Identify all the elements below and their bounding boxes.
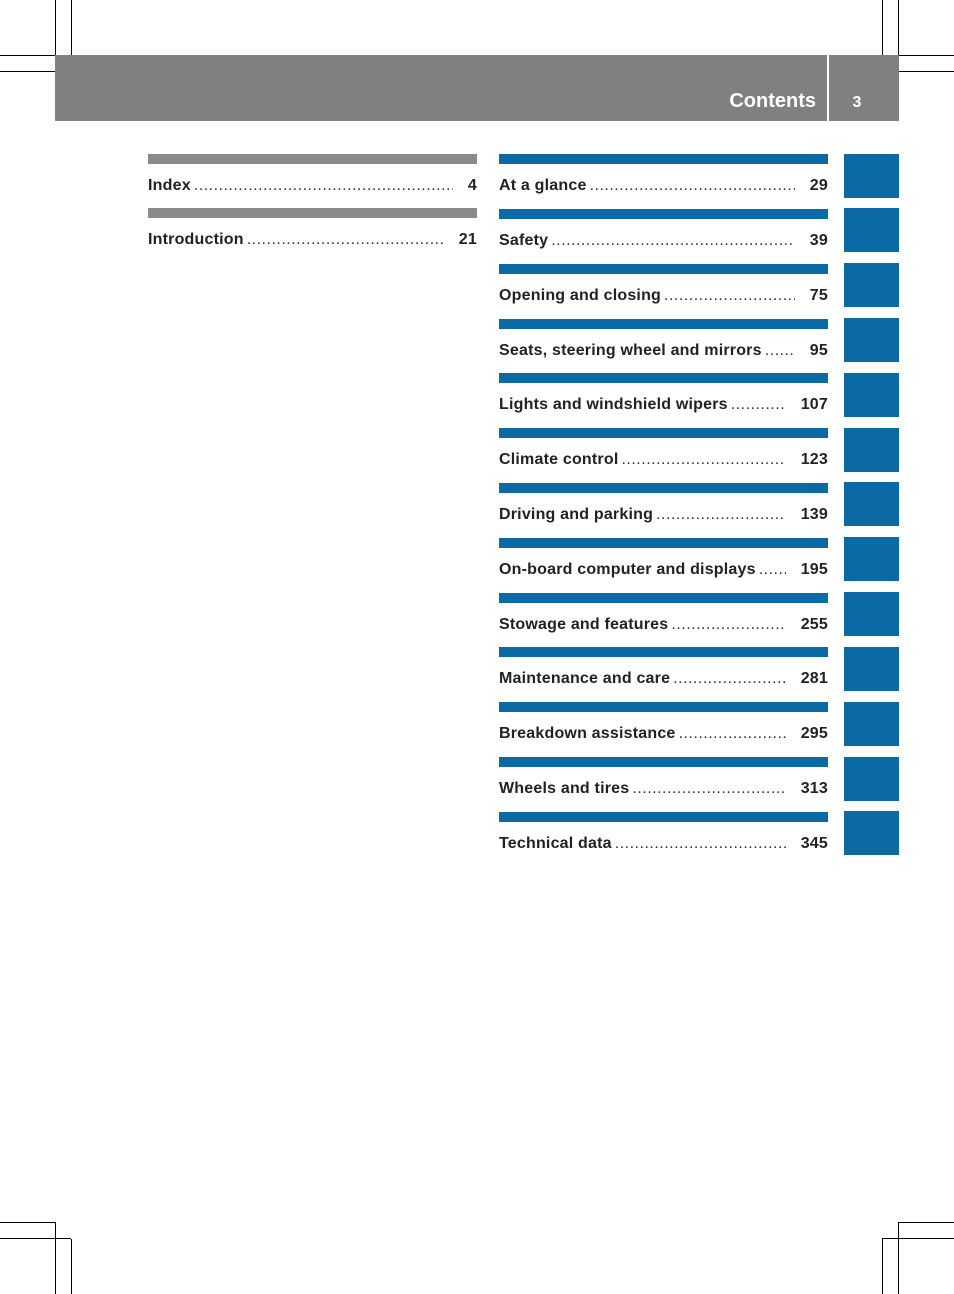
toc-page: 95 — [809, 342, 828, 359]
leader-dots — [615, 834, 786, 854]
toc-label: Opening and closing — [499, 287, 662, 304]
thumb-tab-wheels[interactable] — [844, 757, 899, 801]
thumb-tab-maintenance[interactable] — [844, 647, 899, 691]
crop-mark — [898, 0, 899, 55]
section-bar — [499, 538, 828, 548]
toc-label: Seats, steering wheel and mirrors — [499, 342, 762, 359]
section-bar — [499, 593, 828, 603]
toc-entry-safety[interactable] — [499, 209, 828, 253]
leader-dots — [632, 779, 785, 799]
toc-entry-lights-and-wipers[interactable] — [499, 373, 828, 417]
toc-page: 313 — [800, 780, 828, 797]
toc-page: 4 — [467, 177, 477, 194]
toc-label: On-board computer and displays — [499, 561, 756, 578]
toc-page: 29 — [809, 177, 828, 194]
toc-label: Technical data — [499, 835, 612, 852]
leader-dots — [731, 395, 786, 415]
section-bar — [499, 373, 828, 383]
crop-mark — [71, 1239, 72, 1294]
toc-page: 75 — [809, 287, 828, 304]
thumb-tab-driving[interactable] — [844, 482, 899, 526]
toc-page: 195 — [800, 561, 828, 578]
section-bar — [499, 209, 828, 219]
toc-entry-stowage-and-features[interactable] — [499, 593, 828, 637]
toc-entry-climate-control[interactable] — [499, 428, 828, 472]
section-bar — [499, 647, 828, 657]
leader-dots — [673, 669, 786, 689]
toc-page: 107 — [800, 396, 828, 413]
leader-dots — [194, 176, 453, 196]
toc-entry-introduction[interactable] — [148, 208, 477, 252]
toc-label: Lights and windshield wipers — [499, 396, 728, 413]
toc-label: Introduction — [148, 231, 244, 248]
crop-mark — [882, 0, 883, 55]
toc-entry-maintenance-and-care[interactable] — [499, 647, 828, 691]
toc-page: 345 — [800, 835, 828, 852]
toc-entry-index[interactable] — [148, 154, 477, 198]
toc-entry-breakdown-assistance[interactable] — [499, 702, 828, 746]
thumb-tab-seats[interactable] — [844, 318, 899, 362]
toc-label: Breakdown assistance — [499, 725, 676, 742]
toc-entry-technical-data[interactable] — [499, 812, 828, 856]
crop-mark — [55, 1222, 56, 1294]
toc-page: 295 — [800, 725, 828, 742]
section-bar — [499, 154, 828, 164]
crop-mark — [899, 55, 954, 56]
toc-page: 21 — [458, 231, 477, 248]
toc-entry-driving-and-parking[interactable] — [499, 483, 828, 527]
section-bar — [499, 483, 828, 493]
crop-mark — [898, 1222, 899, 1294]
crop-mark — [882, 1238, 954, 1239]
toc-label: At a glance — [499, 177, 587, 194]
toc-page: 139 — [800, 506, 828, 523]
section-bar — [499, 264, 828, 274]
section-bar — [499, 757, 828, 767]
toc-entry-on-board-computer[interactable] — [499, 538, 828, 582]
leader-dots — [671, 615, 785, 635]
toc-label: Maintenance and care — [499, 670, 671, 687]
thumb-tab-breakdown[interactable] — [844, 702, 899, 746]
crop-mark — [0, 1222, 55, 1223]
thumb-tab-climate[interactable] — [844, 428, 899, 472]
crop-mark — [0, 55, 55, 56]
toc-label: Climate control — [499, 451, 619, 468]
thumb-tab-technical-data[interactable] — [844, 811, 899, 855]
leader-dots — [656, 505, 786, 525]
toc-page: 255 — [800, 616, 828, 633]
crop-mark — [899, 71, 954, 72]
section-bar — [499, 319, 828, 329]
toc-entry-at-a-glance[interactable] — [499, 154, 828, 198]
crop-mark — [899, 1222, 954, 1223]
leader-dots — [664, 286, 795, 306]
leader-dots — [759, 560, 786, 580]
toc-page: 123 — [800, 451, 828, 468]
crop-mark — [55, 0, 56, 55]
crop-mark — [882, 1239, 883, 1294]
section-bar — [148, 154, 477, 164]
page-title: Contents — [729, 90, 816, 112]
thumb-tab-safety[interactable] — [844, 208, 899, 252]
thumb-tab-lights[interactable] — [844, 373, 899, 417]
toc-page: 281 — [800, 670, 828, 687]
crop-mark — [0, 1238, 71, 1239]
toc-label: Index — [148, 177, 191, 194]
leader-dots — [621, 450, 785, 470]
page-number: 3 — [852, 94, 862, 111]
leader-dots — [551, 231, 795, 251]
toc-entry-wheels-and-tires[interactable] — [499, 757, 828, 801]
toc-label: Wheels and tires — [499, 780, 630, 797]
crop-mark — [71, 0, 72, 55]
section-bar — [499, 428, 828, 438]
section-bar — [148, 208, 477, 218]
leader-dots — [765, 341, 795, 361]
section-bar — [499, 812, 828, 822]
page-header — [55, 55, 899, 121]
toc-entry-opening-and-closing[interactable] — [499, 264, 828, 308]
toc-label: Driving and parking — [499, 506, 654, 523]
thumb-tab-stowage[interactable] — [844, 592, 899, 636]
toc-entry-seats-steering-wheel-mirrors[interactable] — [499, 319, 828, 363]
thumb-tab-at-a-glance[interactable] — [844, 154, 899, 198]
toc-label: Safety — [499, 232, 549, 249]
section-bar — [499, 702, 828, 712]
toc-page: 39 — [809, 232, 828, 249]
thumb-tab-on-board-computer[interactable] — [844, 537, 899, 581]
toc-label: Stowage and features — [499, 616, 669, 633]
crop-mark — [0, 71, 55, 72]
leader-dots — [590, 176, 795, 196]
thumb-tab-opening-and-closing[interactable] — [844, 263, 899, 307]
leader-dots — [679, 724, 786, 744]
leader-dots — [247, 230, 444, 250]
